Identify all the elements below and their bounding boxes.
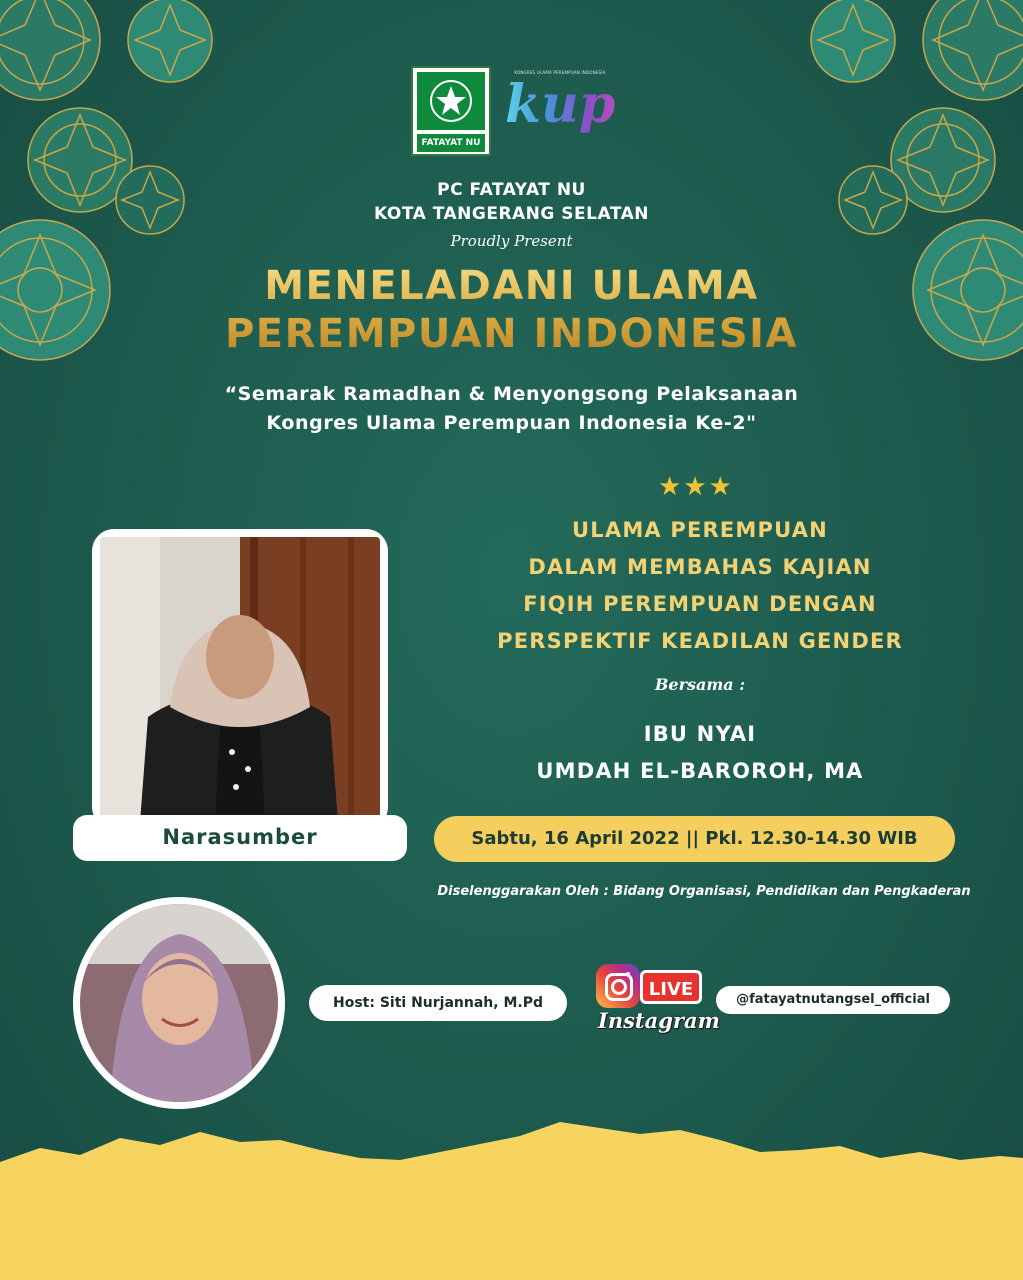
fatayat-emblem-icon [413,68,489,134]
live-tag: LIVE [640,970,702,1004]
event-subtitle [0,380,1023,438]
speaker-name [470,716,930,790]
event-title [0,262,1023,358]
topic-line-4: PERSPEKTIF KEADILAN GENDER [497,629,903,653]
instagram-handle: @fatayatnutangsel_official [736,992,930,1007]
speaker-name-line-2: UMDAH EL-BAROROH, MA [536,759,864,783]
speaker-name-line-1: IBU NYAI [643,722,757,746]
yellow-mountain-footer [0,1100,1023,1280]
date-time-text: Sabtu, 16 April 2022 || Pkl. 12.30-14.30 WIB [471,828,918,849]
topic-line-2: DALAM MEMBAHAS KAJIAN [528,555,872,579]
kupi-tagline: KONGRES ULAMA PEREMPUAN INDONESIA [514,70,606,75]
speaker-photo [100,537,380,822]
org-line-1: PC FATAYAT NU [437,180,586,200]
instagram-icon [596,964,640,1008]
subtitle-line-1: “Semarak Ramadhan & Menyongsong Pelaksanaan [224,383,799,405]
topic-line-3: FIQIH PEREMPUAN DENGAN [523,592,877,616]
kupi-logo-text: kupi [505,74,635,135]
instagram-wordmark: Instagram [598,1008,720,1033]
title-line-1: MENELADANI ULAMA [264,263,759,309]
topic-block [470,512,930,660]
fatayat-logo-text: FATAYAT NU [417,134,485,152]
instagram-live-badge [596,964,720,1038]
stars-icon: ★★★ [658,472,734,502]
topic-line-1: ULAMA PEREMPUAN [572,518,828,542]
title-line-2: PEREMPUAN INDONESIA [224,311,798,357]
organizer-note: Diselenggarakan Oleh : Bidang Organisasi, Pendidikan dan Pengkaderan [437,884,971,899]
proudly-present: Proudly Present [450,232,573,250]
org-line-2: KOTA TANGERANG SELATAN [374,204,649,224]
host-label: Host: Siti Nurjannah, M.Pd [333,995,543,1011]
speaker-portrait-icon [100,537,380,822]
organizer-heading [0,178,1023,226]
with-label: Bersama : [654,675,746,694]
subtitle-line-2: Kongres Ulama Perempuan Indonesia Ke-2" [266,412,757,434]
host-portrait-icon [80,904,278,1102]
speaker-role-label: Narasumber [162,825,318,849]
fatayat-nu-logo [411,66,491,156]
host-photo [80,904,278,1102]
kupi-logo [505,70,635,150]
